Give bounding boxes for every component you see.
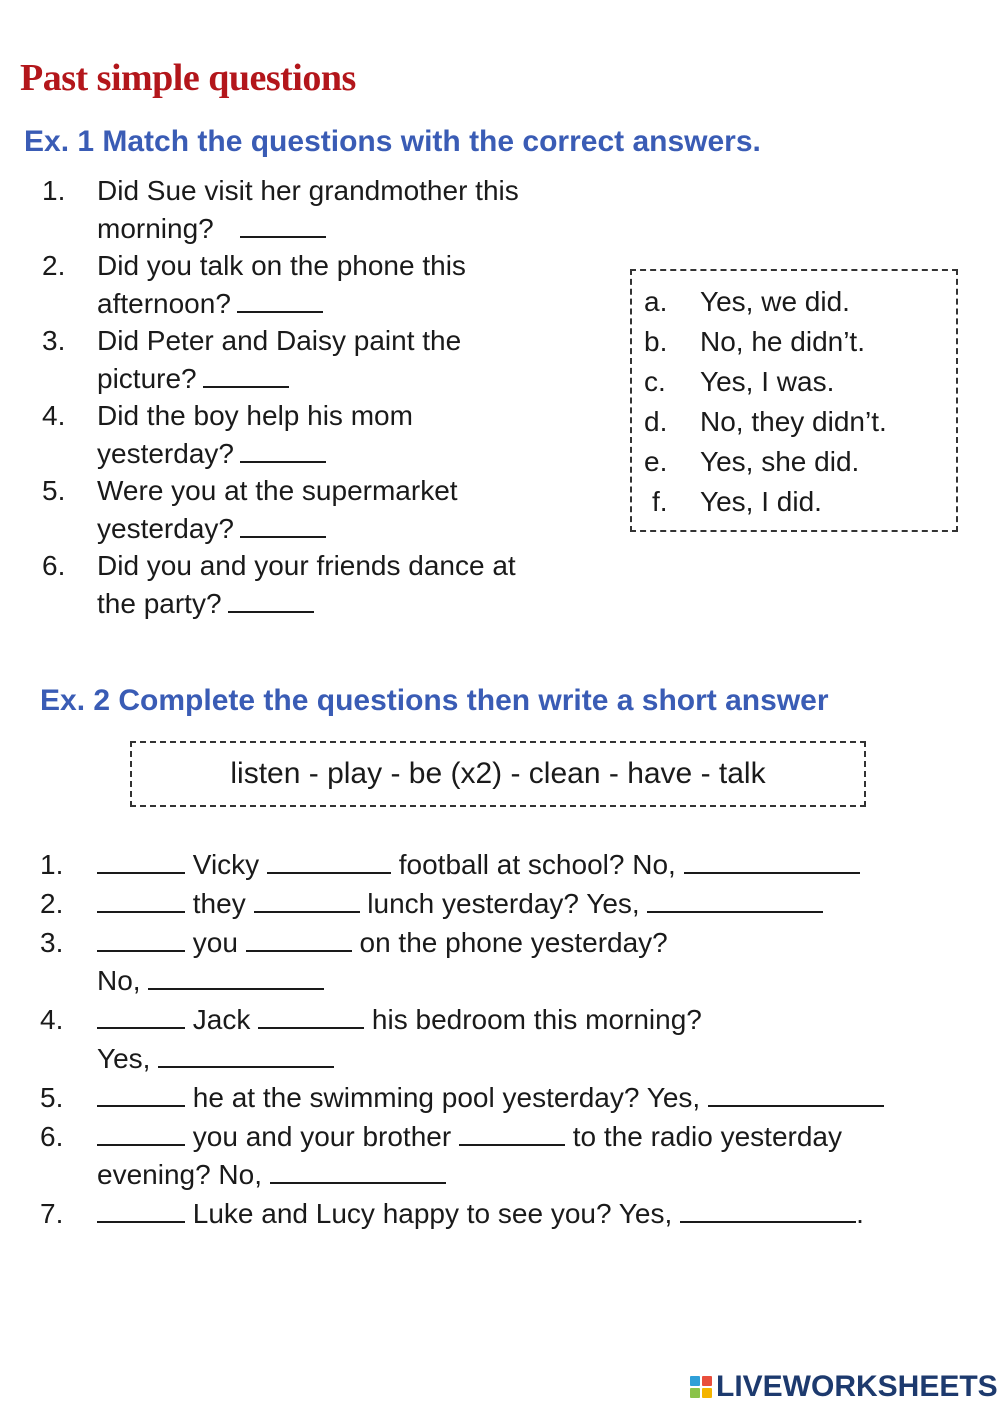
exercise-2-question-list [40,846,980,1234]
question-item [42,472,602,547]
question-number: 3. [40,926,64,958]
answer-blank[interactable] [97,1081,185,1107]
question-text: yesterday? [97,512,234,544]
question-text: lunch yesterday? Yes, [367,887,640,919]
answer-blank[interactable] [97,848,185,874]
question-number: 7. [40,1198,64,1230]
answer-option [644,406,887,438]
question-text: yesterday? [97,437,234,469]
question-text: the party? [97,587,222,619]
answer-text: Yes, I did. [700,486,822,517]
question-text: Did Sue visit her grandmother this [97,175,519,206]
answer-blank[interactable] [258,1003,364,1029]
answer-option [644,486,822,518]
question-item [40,1079,980,1118]
question-item [42,547,602,622]
question-number: 4. [40,1004,64,1036]
answer-blank[interactable] [459,1120,565,1146]
question-number: 1. [40,849,64,880]
question-text: Did you talk on the phone this [97,250,466,281]
exercise-2-heading: Ex. 2 Complete the questions then write a short answer [40,684,829,717]
answer-blank[interactable] [267,848,391,874]
question-text: evening? No, [97,1159,263,1191]
question-item [40,1195,980,1234]
answer-blank[interactable] [97,887,185,913]
liveworksheets-logo [690,1370,998,1404]
answer-letter: e. [644,446,668,477]
question-number: 1. [42,175,66,206]
answer-option [644,286,850,318]
question-item [40,885,980,924]
question-item [42,322,602,397]
answer-blank[interactable] [158,1042,334,1068]
answer-letter: c. [644,366,666,397]
answer-option [644,326,865,358]
answer-blank[interactable] [97,1120,185,1146]
answer-blank[interactable] [237,289,323,313]
exercise-1-question-list [42,172,602,622]
question-text: picture? [97,362,197,394]
answer-blank[interactable] [148,964,324,990]
question-item [40,924,980,1002]
question-text: Vicky [192,849,260,880]
answer-blank[interactable] [240,439,326,463]
question-text: afternoon? [97,287,231,319]
answer-blank[interactable] [228,589,314,613]
answer-blank[interactable] [97,1197,185,1223]
question-item [42,247,602,322]
question-text: Yes, [97,1042,151,1074]
logo-text: LIVEWORKSHEETS [716,1370,998,1403]
question-text: Did you and your friends dance at [97,550,516,581]
answer-blank[interactable] [97,1003,185,1029]
question-item [42,172,602,247]
exercise-1-heading: Ex. 1 Match the questions with the correct answers. [24,125,761,158]
word-bank: listen - play - be (x2) - clean - have - talk [130,741,866,807]
question-end-punctuation: . [856,1198,864,1230]
answer-blank[interactable] [684,848,860,874]
question-text: Did the boy help his mom [97,400,413,431]
answer-option [644,366,834,398]
question-text: Were you at the supermarket [97,475,458,506]
question-text: Luke and Lucy happy to see you? Yes, [192,1198,673,1230]
answer-letter: b. [644,326,668,357]
question-text: No, [97,965,141,997]
question-text: Did Peter and Daisy paint the [97,325,462,356]
question-item [40,1001,980,1079]
page-title: Past simple questions [20,57,356,99]
question-item [42,397,602,472]
question-text: on the phone yesterday? [359,926,668,958]
question-text: you and your brother [192,1120,452,1152]
question-number: 6. [42,550,66,581]
question-text: you [192,926,238,958]
answers-box [630,269,958,532]
answer-blank[interactable] [680,1197,856,1223]
question-text: to the radio yesterday [572,1120,843,1152]
question-text: they [192,887,246,919]
question-number: 5. [40,1081,64,1113]
question-number: 4. [42,400,66,431]
answer-blank[interactable] [270,1158,446,1184]
answer-blank[interactable] [240,214,326,238]
question-number: 2. [42,250,66,281]
answer-text: Yes, she did. [700,446,860,477]
answer-option [644,446,859,478]
question-number: 6. [40,1120,64,1152]
answer-letter: f. [652,486,668,517]
answer-blank[interactable] [647,887,823,913]
answer-letter: a. [644,286,668,317]
answer-letter: d. [644,406,668,437]
answer-blank[interactable] [708,1081,884,1107]
answer-blank[interactable] [97,926,185,952]
question-text: Jack [192,1004,251,1036]
liveworksheets-logo-icon [690,1376,712,1398]
answer-blank[interactable] [246,926,352,952]
question-item [40,846,980,885]
question-number: 5. [42,475,66,506]
answer-blank[interactable] [203,364,289,388]
question-text: his bedroom this morning? [371,1004,702,1036]
question-text: he at the swimming pool yesterday? Yes, [192,1081,701,1113]
question-text: football at school? No, [398,849,676,880]
answer-text: No, they didn’t. [700,406,887,437]
question-number: 2. [40,887,64,919]
question-text: morning? [97,212,214,244]
answer-blank[interactable] [240,514,326,538]
answer-text: Yes, we did. [700,286,850,317]
question-number: 3. [42,325,66,356]
answer-text: No, he didn’t. [700,326,865,357]
question-item [40,1118,980,1196]
answer-text: Yes, I was. [700,366,835,397]
answer-blank[interactable] [254,887,360,913]
